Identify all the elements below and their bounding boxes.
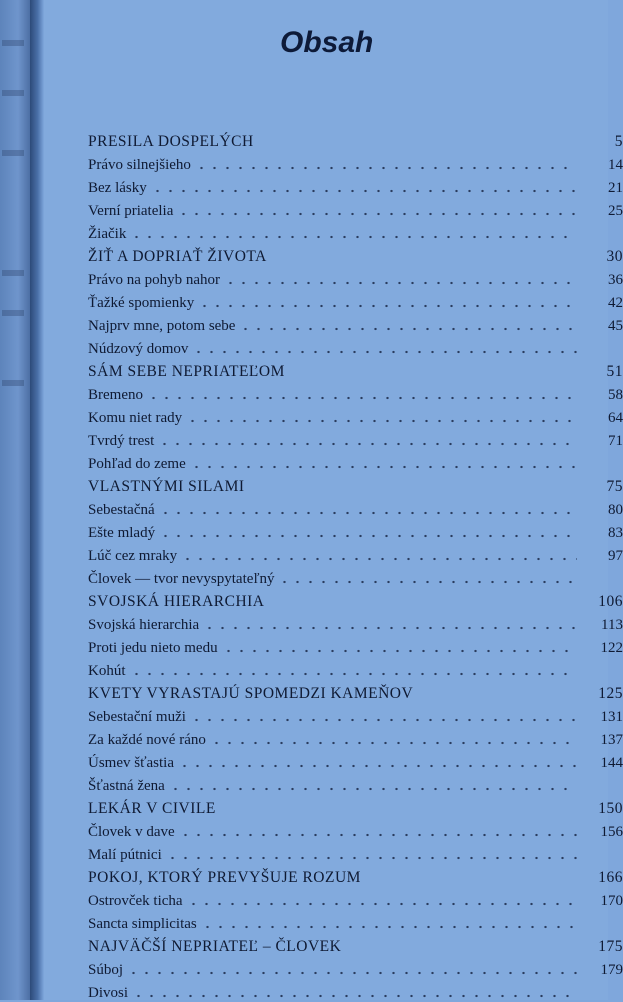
toc-entry-row bbox=[88, 266, 623, 289]
toc-entry-row bbox=[88, 151, 623, 174]
toc-entry-row bbox=[88, 312, 623, 335]
toc-dot-leader bbox=[177, 203, 577, 217]
toc-section-title: VLASTNÝMI SILAMI bbox=[88, 478, 245, 495]
toc-entry-row bbox=[88, 979, 623, 1002]
toc-page-number: 113 bbox=[601, 617, 623, 633]
toc-page-number: 45 bbox=[608, 318, 623, 334]
page-edge-mark bbox=[2, 380, 24, 386]
toc-page-number: 179 bbox=[600, 962, 623, 978]
toc-dot-leader bbox=[239, 318, 577, 332]
toc-entry-title: Sebestační muži bbox=[88, 709, 186, 725]
toc-page-number: 64 bbox=[608, 410, 623, 426]
toc-dot-leader bbox=[198, 295, 577, 309]
toc-entry-title: Pohľad do zeme bbox=[88, 456, 186, 472]
toc-page-number: 166 bbox=[598, 869, 623, 886]
toc-page-number: 5 bbox=[614, 133, 623, 150]
toc-entry-title: Právo na pohyb nahor bbox=[88, 272, 221, 288]
toc-entry-title: Žiačik bbox=[88, 226, 127, 242]
toc-section-row bbox=[88, 795, 623, 818]
toc-section-row bbox=[88, 243, 623, 266]
toc-section-title: KVETY VYRASTAJÚ SPOMEDZI KAMEŇOV bbox=[88, 685, 414, 702]
toc-entry-title: Bremeno bbox=[88, 387, 143, 403]
toc-dot-leader bbox=[192, 341, 577, 355]
toc-entry-row bbox=[88, 404, 623, 427]
toc-entry-title: Úsmev šťastia bbox=[88, 755, 174, 771]
toc-dot-leader bbox=[127, 962, 577, 976]
toc-dot-leader bbox=[178, 755, 577, 769]
toc-entry-title: Sebestačná bbox=[88, 502, 155, 518]
toc-page-number: 21 bbox=[608, 180, 623, 196]
toc-dot-leader bbox=[186, 410, 577, 424]
toc-entry-row bbox=[88, 749, 623, 772]
toc-entry-row bbox=[88, 887, 623, 910]
toc-entry-title: Najprv mne, potom sebe bbox=[88, 318, 236, 334]
toc-entry-row bbox=[88, 841, 623, 864]
toc-entry-row bbox=[88, 289, 623, 312]
page-edge-mark bbox=[2, 40, 24, 46]
toc-entry-row bbox=[88, 726, 623, 749]
toc-entry-title: Tvrdý trest bbox=[88, 433, 155, 449]
toc-dot-leader bbox=[210, 732, 577, 746]
toc-page-number: 71 bbox=[608, 433, 623, 449]
toc-dot-leader bbox=[222, 640, 577, 654]
toc-page-number: 25 bbox=[608, 203, 623, 219]
toc-entry-title: Komu niet rady bbox=[88, 410, 183, 426]
toc-entry-row bbox=[88, 496, 623, 519]
toc-dot-leader bbox=[181, 548, 577, 562]
toc-entry-title: Kohút bbox=[88, 663, 126, 679]
toc-dot-leader bbox=[187, 893, 577, 907]
toc-section-title: POKOJ, KTORÝ PREVYŠUJE ROZUM bbox=[88, 869, 361, 886]
toc-entry-row bbox=[88, 634, 623, 657]
toc-page-number: 42 bbox=[608, 295, 623, 311]
toc-page-number: 144 bbox=[600, 755, 623, 771]
toc-dot-leader bbox=[190, 709, 577, 723]
toc-entry-row bbox=[88, 197, 623, 220]
toc-page-number: 14 bbox=[608, 157, 623, 173]
toc-dot-leader bbox=[130, 663, 578, 677]
page-edge-mark bbox=[2, 150, 24, 156]
toc-section-title: PRESILA DOSPELÝCH bbox=[88, 133, 254, 150]
previous-page-edge bbox=[0, 0, 30, 1000]
toc-entry-title: Súboj bbox=[88, 962, 124, 978]
toc-dot-leader bbox=[166, 847, 577, 861]
toc-section-row bbox=[88, 864, 623, 887]
toc-entry-row bbox=[88, 565, 623, 588]
toc-entry-title: Divosi bbox=[88, 985, 129, 1001]
toc-page-number: 83 bbox=[608, 525, 623, 541]
toc-dot-leader bbox=[179, 824, 577, 838]
toc-entry-row bbox=[88, 703, 623, 726]
page-edge-mark bbox=[2, 310, 24, 316]
toc-entry-row bbox=[88, 450, 623, 473]
book-page bbox=[44, 0, 623, 1001]
toc-entry-row bbox=[88, 657, 623, 680]
toc-page-number: 51 bbox=[606, 363, 623, 380]
toc-entry-row bbox=[88, 381, 623, 404]
toc-page-number: 75 bbox=[606, 478, 623, 495]
toc-entry-title: Bez lásky bbox=[88, 180, 147, 196]
toc-page-number: 156 bbox=[600, 824, 623, 840]
toc-entry-row bbox=[88, 220, 623, 243]
toc-entry-title: Ešte mladý bbox=[88, 525, 156, 541]
toc-dot-leader bbox=[201, 916, 577, 930]
toc-entry-row bbox=[88, 542, 623, 565]
toc-dot-leader bbox=[203, 617, 577, 631]
toc-page-number: 97 bbox=[608, 548, 623, 564]
toc-entry-row bbox=[88, 611, 623, 634]
toc-entry-row bbox=[88, 174, 623, 197]
toc-entry-row bbox=[88, 519, 623, 542]
toc-entry-title: Lúč cez mraky bbox=[88, 548, 178, 564]
toc-dot-leader bbox=[132, 985, 577, 999]
toc-section-row bbox=[88, 588, 623, 611]
toc-entry-title: Verní priatelia bbox=[88, 203, 174, 219]
toc-page-number: 122 bbox=[600, 640, 623, 656]
toc-page-number: 150 bbox=[598, 800, 623, 817]
toc-dot-leader bbox=[151, 180, 577, 194]
toc-entry-row bbox=[88, 427, 623, 450]
toc-entry-title: Svojská hierarchia bbox=[88, 617, 200, 633]
toc-page-number: 106 bbox=[598, 593, 623, 610]
toc-entry-title: Právo silnejšieho bbox=[88, 157, 191, 173]
toc-section-row bbox=[88, 358, 623, 381]
toc-entry-title: Za každé nové ráno bbox=[88, 732, 206, 748]
toc-section-title: SVOJSKÁ HIERARCHIA bbox=[88, 593, 265, 610]
toc-dot-leader bbox=[130, 226, 577, 240]
toc-section-title: NAJVÄČŠÍ NEPRIATEĽ – ČLOVEK bbox=[88, 938, 342, 955]
toc-entry-title: Proti jedu nieto medu bbox=[88, 640, 218, 656]
toc-entry-title: Človek — tvor nevyspytateľný bbox=[88, 571, 275, 587]
toc-dot-leader bbox=[195, 157, 577, 171]
toc-dot-leader bbox=[224, 272, 577, 286]
toc-section-row bbox=[88, 473, 623, 496]
page-edge-mark bbox=[2, 270, 24, 276]
toc-section-row bbox=[88, 680, 623, 703]
toc-dot-leader bbox=[147, 387, 577, 401]
book-gutter bbox=[30, 0, 44, 1000]
toc-section-title: LEKÁR V CIVILE bbox=[88, 800, 216, 817]
toc-entry-title: Človek v dave bbox=[88, 824, 175, 840]
toc-section-row bbox=[88, 128, 623, 151]
toc-page-number: 170 bbox=[600, 893, 623, 909]
toc-entry-row bbox=[88, 772, 623, 795]
toc-dot-leader bbox=[278, 571, 577, 585]
toc-section-row bbox=[88, 933, 623, 956]
toc-dot-leader bbox=[159, 525, 577, 539]
toc-entry-title: Núdzový domov bbox=[88, 341, 189, 357]
toc-entry-title: Malí pútnici bbox=[88, 847, 162, 863]
toc-entry-title: Šťastná žena bbox=[88, 778, 165, 794]
toc-title: Obsah bbox=[280, 26, 374, 59]
page-edge-mark bbox=[2, 90, 24, 96]
toc-page-number: 137 bbox=[600, 732, 623, 748]
toc-entry-row bbox=[88, 956, 623, 979]
toc-section-title: SÁM SEBE NEPRIATEĽOM bbox=[88, 363, 285, 380]
toc-page-number: 58 bbox=[608, 387, 623, 403]
toc-page-number: 30 bbox=[606, 248, 623, 265]
toc-section-title: ŽIŤ A DOPRIAŤ ŽIVOTA bbox=[88, 248, 267, 265]
toc-dot-leader bbox=[159, 502, 577, 516]
toc-entry-row bbox=[88, 818, 623, 841]
toc-entry-row bbox=[88, 910, 623, 933]
toc-entry-row bbox=[88, 335, 623, 358]
toc-page-number: 175 bbox=[598, 938, 623, 955]
toc-page-number: 125 bbox=[598, 685, 623, 702]
toc-page-number: 36 bbox=[608, 272, 623, 288]
toc-entry-title: Ťažké spomienky bbox=[88, 295, 195, 311]
table-of-contents bbox=[88, 128, 623, 1002]
toc-entry-title: Ostrovček ticha bbox=[88, 893, 183, 909]
toc-page-number: 80 bbox=[608, 502, 623, 518]
toc-dot-leader bbox=[158, 433, 577, 447]
toc-page-number: 131 bbox=[600, 709, 623, 725]
toc-entry-title: Sancta simplicitas bbox=[88, 916, 197, 932]
toc-dot-leader bbox=[190, 456, 577, 470]
toc-dot-leader bbox=[169, 778, 577, 792]
